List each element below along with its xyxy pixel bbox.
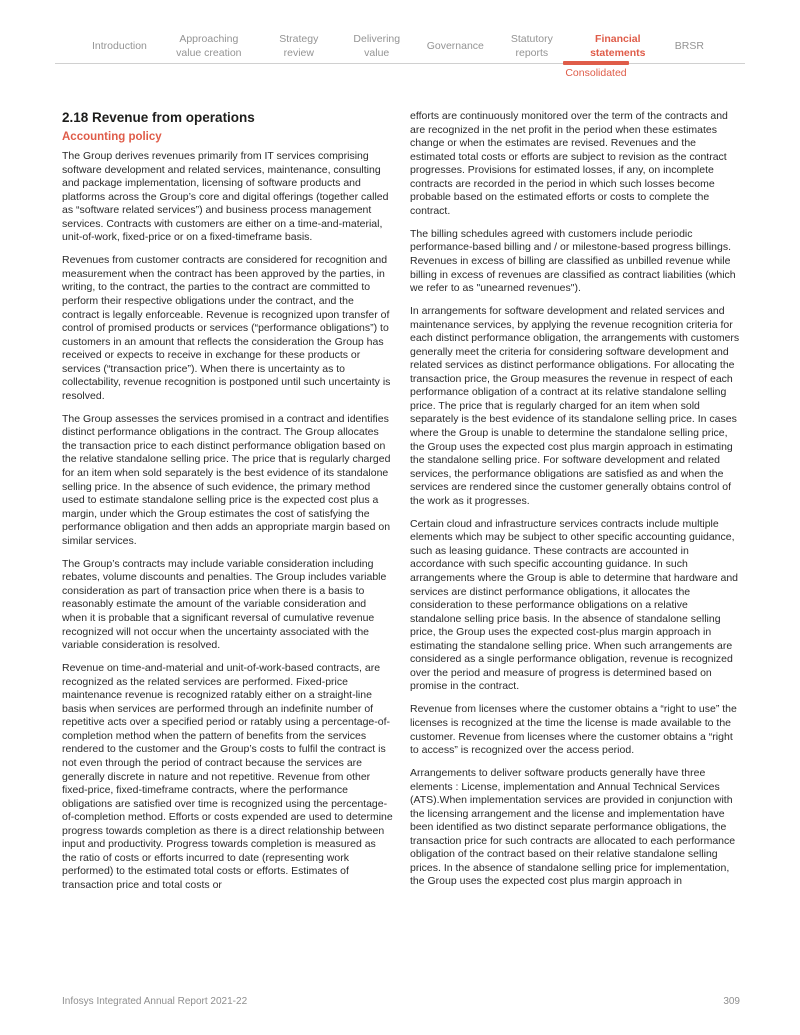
tab-delivering-value[interactable]: Delivering value	[353, 33, 401, 59]
paragraph: Certain cloud and infrastructure services contracts include multiple elements which may be subject to other specific accounting guidance, such as leasing guidance. These contracts are accounted in accordance with such specific accounting guidance. In such arrangements where the Group is able to determine that hardware and services are distinct performance obligations, it allocates the consideration to these performance obligations on a relative standalone selling price basis. In the absence of standalone selling price, the Group uses the expected cost-plus margin approach in estimating the standalone selling price. When such arrangements are considered as a single performance obligation, revenue is recognized over the period and measure of progress is determined based on promise in the contract.	[410, 517, 739, 693]
paragraph: In arrangements for software development and related services and maintenance services, by applying the revenue recognition criteria for each distinct performance obligation, the arrangements with customers generally meet the criteria for considering software development and related services as distinct performance obligations. For allocating the transaction price, the Group measures the revenue in respect of each performance obligation of a contract at its relative standalone selling price. The price that is regularly charged for an item when sold separately is the best evidence of its standalone selling price. In cases where the Group is unable to determine the standalone selling price, the Group uses the expected cost plus margin approach in estimating the standalone selling price. For software development and related services, the performance obligations are satisfied as and when the services are rendered since the customer generally obtains control of the work as it progresses.	[410, 305, 740, 507]
top-navigation	[92, 33, 704, 60]
tab-approaching-value-creation[interactable]: Approaching value creation	[176, 33, 242, 59]
active-tab-underline	[563, 61, 629, 65]
footer-page-number: 309	[723, 996, 740, 1007]
paragraph: efforts are continuously monitored over the term of the contracts and are recognized in the net profit in the period when these estimates change or when the estimates are revised. Revenues and the estimated total costs or efforts are subject to revision as the contract progresses. Provisions for estimated losses, if any, on incomplete contracts are recorded in the period in which such losses become probable based on the estimated efforts or costs to complete the contract.	[410, 110, 728, 217]
section-title: 2.18 Revenue from operations	[62, 110, 255, 125]
paragraph: The Group assesses the services promised in a contract and identifies distinct performance obligations in the contract. The Group allocates the transaction price to each distinct performance obligation based on the relative standalone selling price. The price that is regularly charged for an item when sold separately is the best evidence of its standalone selling price. In the absence of such evidence, the primary method used to estimate standalone selling price is the expected cost plus a margin, under which the Group estimates the cost of satisfying the performance obligation and then adds an appropriate margin based on similar services.	[62, 412, 391, 547]
tab-governance[interactable]: Governance	[426, 39, 484, 52]
right-column	[410, 110, 742, 899]
tab-introduction[interactable]: Introduction	[92, 39, 147, 52]
tab-statutory-reports[interactable]: Statutory reports	[510, 33, 553, 59]
paragraph: The billing schedules agreed with customers include periodic performance-based billing and / or milestone-based progress billings. Revenues in excess of billing are classified as unbilled revenue while billing in excess of revenues are classified as contract liabilities (which we refer to as "unearned revenues").	[410, 227, 736, 295]
nav-divider-line	[55, 63, 745, 64]
paragraph: The Group derives revenues primarily from IT services comprising software development and related services, maintenance, consulting and package implementation, licensing of software products and platforms across the Group’s core and digital offerings (together called as “software related services”) and business process management services. Contracts with customers are either on a time-and-material, unit-of-work, fixed-price or on a fixed-timeframe basis.	[62, 150, 389, 244]
footer-report-title: Infosys Integrated Annual Report 2021-22	[62, 996, 248, 1007]
paragraph: The Group’s contracts may include variable consideration including rebates, volume discounts and penalties. The Group includes variable consideration as part of transaction price when there is a basis to reasonably estimate the amount of the variable consideration and when it is probable that a significant reversal of cumulative revenue recognized will not occur when the uncertainty associated with the variable consideration is resolved.	[62, 557, 387, 652]
accounting-policy-heading: Accounting policy	[62, 131, 162, 143]
paragraph: Revenue from licenses where the customer obtains a “right to use” the licenses is recognized at the time the license is made available to the customer. Revenue from licenses where the customer obtains a “right to access” is recognized over the access period.	[410, 703, 737, 757]
paragraph: Arrangements to deliver software products generally have three elements : License, implementation and Annual Technical Services (ATS).When implementation services are provided in conjunction with the licensing arrangement and the license and implementation have been identified as two distinct separate performance obligations, the transaction price for such contracts are allocated to each performance obligation of the contract based on their relative standalone selling prices. In the absence of standalone selling price for implementation, the Group uses the expected cost plus margin approach in	[410, 767, 736, 888]
left-column	[62, 110, 393, 902]
paragraph: Revenue on time-and-material and unit-of-work-based contracts, are recognized as the related services are performed. Fixed-price maintenance revenue is recognized ratably either on a straight-line basis when services are performed through an indefinite number of repetitive acts over a specified period or ratably using a percentage-of-completion method when the pattern of benefits from the services rendered to the customer and the Group’s costs to fulfil the contract is not even through the period of contract because the services are generally discrete in nature and not repetitive. Revenue from other fixed-price, fixed-timeframe contracts, where the performance obligations are satisfied over time is recognized using the percentage-of-completion method. Efforts or costs expended are used to determine progress towards completion as there is a direct relationship between input and productivity. Progress towards completion is measured as the ratio of costs or efforts incurred to date (representing work performed) to the estimated total costs or efforts. Estimates of transaction price and total costs or	[62, 662, 393, 891]
tab-strategy-review[interactable]: Strategy review	[279, 33, 319, 59]
consolidated-subtab[interactable]: Consolidated	[565, 67, 627, 79]
paragraph: Revenues from customer contracts are considered for recognition and measurement when the contract has been approved by the parties, in writing, to the contract, the parties to the contract are committed to perform their respective obligations under the contract, and the contract is legally enforceable. Revenue is recognized upon transfer of control of promised products or services (“performance obligations”) to customers in an amount that reflects the consideration the Group has received or expects to receive in exchange for these products or services (“transaction price”). When there is uncertainty as to collectability, revenue recognition is postponed until such uncertainty is resolved.	[62, 254, 391, 402]
tab-financial-statements[interactable]: Financial statements	[590, 33, 646, 59]
tab-brsr[interactable]: BRSR	[674, 39, 704, 52]
